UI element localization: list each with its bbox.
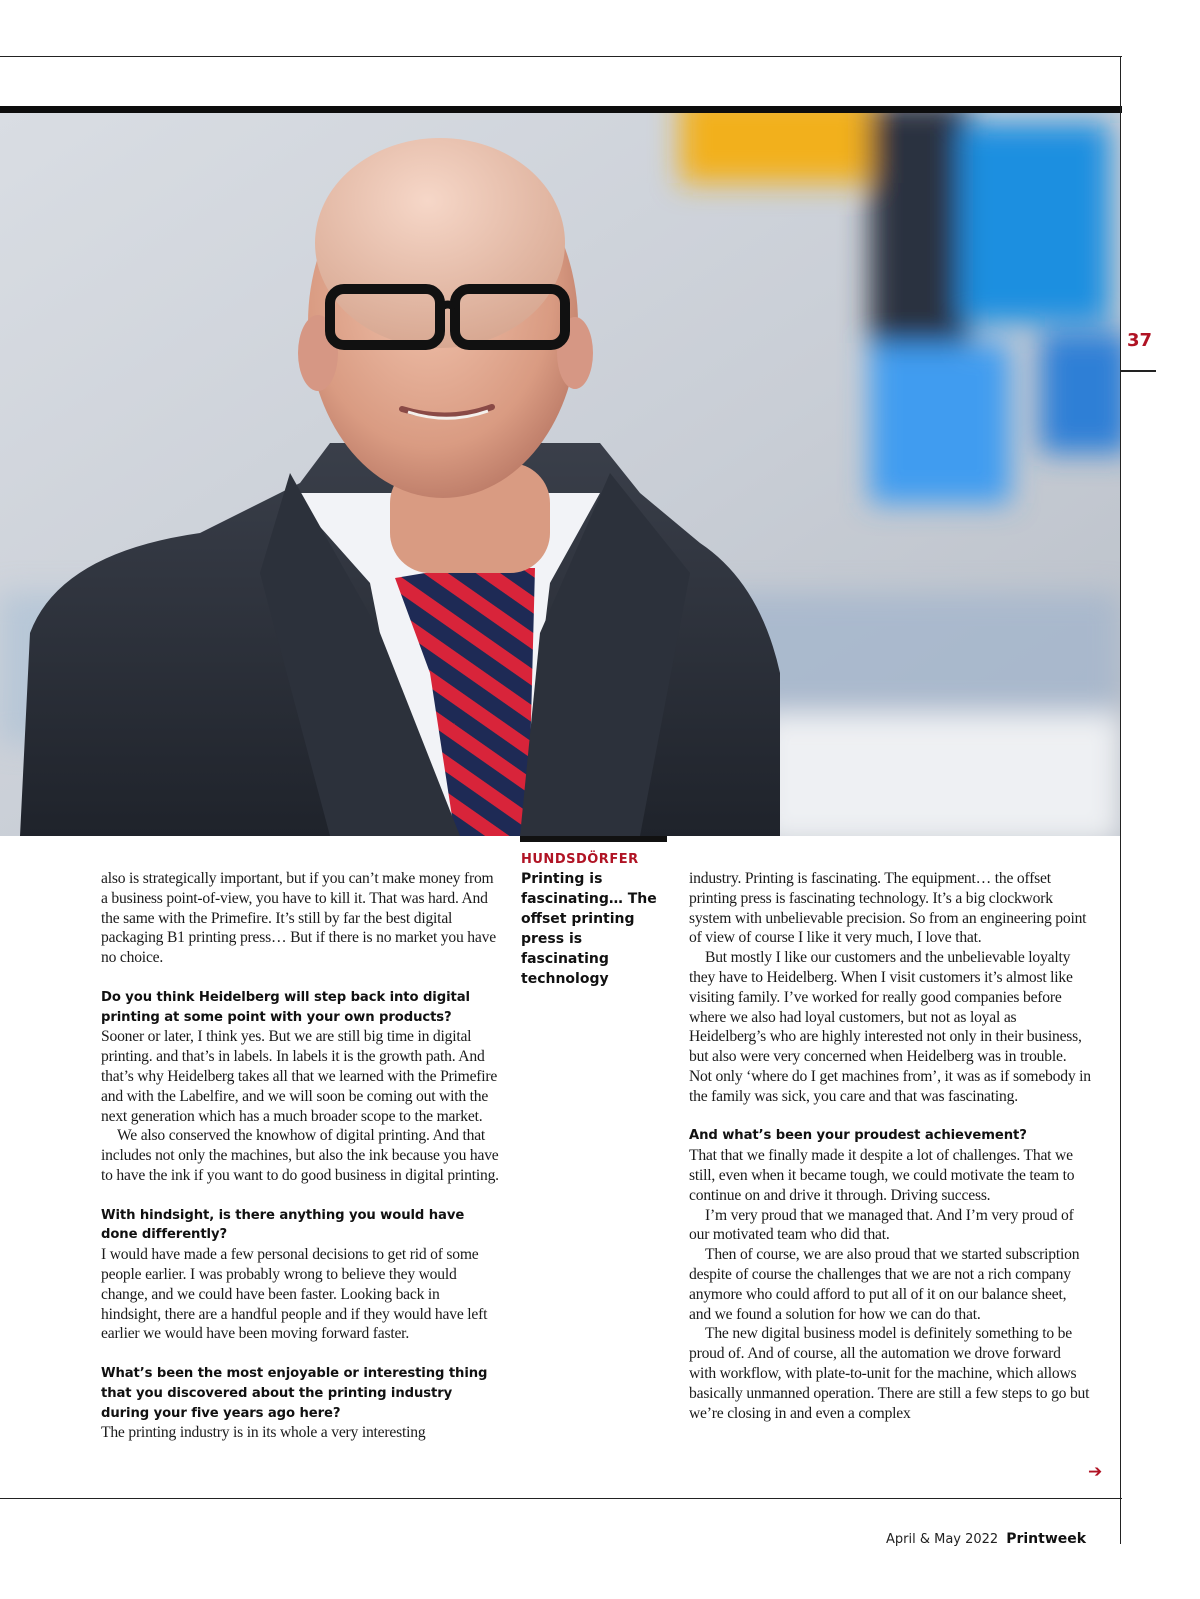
interview-question: And what’s been your proudest achievement? <box>689 1128 1027 1144</box>
body-paragraph: But mostly I like our customers and the unbelievable loyalty they have to Heidelberg. When I visit customers it’s almost like visiting family. I’ve worked for really good companies before where we also had loyal customers, but not as loyal as Heidelberg’s who are highly interested not only in their business, but also were very concerned when Heidelberg was in trouble. Not only ‘where do I get machines from’, it was as if somebody in the family was sick, you care and that was fascinating. <box>689 949 1091 1105</box>
body-paragraph: also is strategically important, but if you can’t make money from a business point-of-view, you have to kill it. That was hard. And the same with the Primefire. It’s still by far the best digital packaging B1 printing press… But if there is no market you have no choice. <box>101 870 496 967</box>
magazine-name: Printweek <box>1006 1531 1087 1547</box>
body-paragraph: Sooner or later, I think yes. But we are still big time in digital printing. and that’s in labels. In labels it is the growth path. And that’s why Heidelberg takes all that we learned with the Primefire and with the Labelfire, and we will soon be coming out with the next generation which has a much broader scope to the market. <box>101 1028 498 1125</box>
body-paragraph: industry. Printing is fascinating. The equipment… the offset printing press is fascinating technology. It’s a big clockwork system with unbelievable precision. So from an engineering point of view of course I like it very much, I love that. <box>689 870 1087 947</box>
page-number: 37 <box>1127 330 1153 351</box>
right-arrow-icon: ➔ <box>1088 1462 1103 1482</box>
article-column-left <box>101 869 501 1443</box>
interview-question: With hindsight, is there anything you would have done differently? <box>101 1207 465 1243</box>
body-paragraph: I’m very proud that we managed that. And I’m very proud of our motivated team who did that. <box>689 1206 1074 1244</box>
pull-quote-text: Printing is fascinating… The offset printing press is fascinating technology <box>521 871 657 987</box>
footer-rule <box>0 1498 1122 1499</box>
page-footer <box>886 1531 1086 1547</box>
pull-quote <box>521 851 671 989</box>
body-paragraph: That that we finally made it despite a lot of challenges. That we still, even when it became tough, we could motivate the team to continue on and drive it through. Driving success. <box>689 1147 1075 1204</box>
article-column-right <box>689 869 1091 1423</box>
body-paragraph: The new digital business model is definitely something to be proud of. And of course, all the automation we drove forward with workflow, with plate-to-unit for the machine, which allows basically unmanned operation. There are still a few steps to go but we’re closing in and even a complex <box>689 1325 1090 1422</box>
body-paragraph: Then of course, we are also proud that we started subscription despite of course the challenges that we are not a rich company anymore who could afford to put all of it on our balance sheet, and we found a solution for how we can do that. <box>689 1246 1080 1323</box>
body-paragraph: We also conserved the knowhow of digital printing. And that includes not only the machines, but also the ink because you have to have the ink if you want to do good business in digital printing. <box>101 1127 499 1184</box>
page-number-rule <box>1120 370 1156 372</box>
issue-date: April & May 2022 <box>886 1532 999 1547</box>
right-margin-rule <box>1120 56 1121 1544</box>
header-bar <box>0 106 1122 113</box>
top-rule <box>0 56 1122 57</box>
body-paragraph: I would have made a few personal decisions to get rid of some people earlier. I was probably wrong to believe they would change, and we could have been faster. Looking back in hindsight, there are a handful people and if they would have left earlier we would have been moving forward faster. <box>101 1246 488 1343</box>
pull-quote-name: HUNDSDÖRFER <box>521 852 639 867</box>
interview-question: What’s been the most enjoyable or interesting thing that you discovered about the printing industry during your five years ago here? <box>101 1365 488 1421</box>
interview-question: Do you think Heidelberg will step back into digital printing at some point with your own products? <box>101 989 470 1025</box>
portrait-photo <box>0 113 1120 836</box>
pullquote-rule <box>520 836 667 842</box>
body-paragraph: The printing industry is in its whole a very interesting <box>101 1424 426 1442</box>
